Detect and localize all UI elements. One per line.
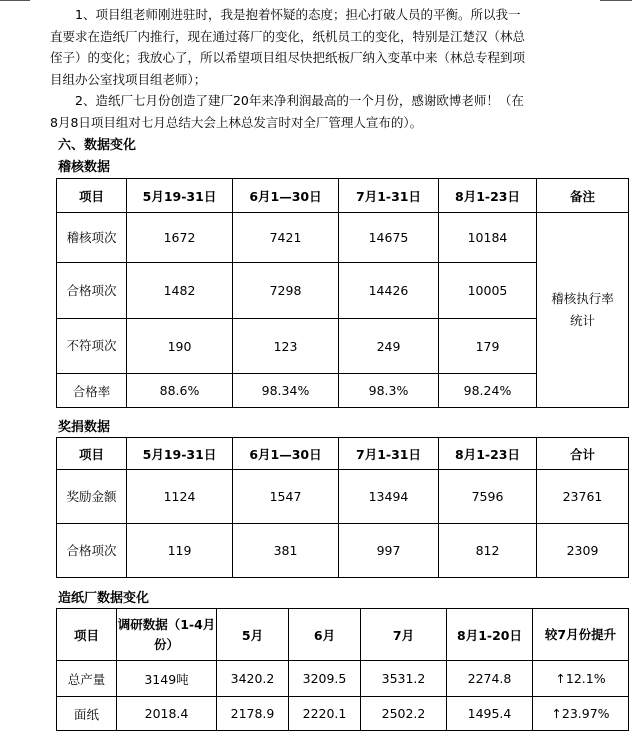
table-cell: 23761 [537,470,629,524]
table-cell: 1482 [127,263,233,319]
table-cell: 381 [233,524,339,578]
paragraph-1: 1、项目组老师刚进驻时，我是抱着怀疑的态度；担心打破人员的平衡。所以我一直要求在造纸厂内推行，现在通过蒋厂的变化，纸机员工的变化，特别是江楚汉（林总侄子）的变化；我放心了，所以希望项目组尽快把纸板厂纳入变革中来（林总专程到项目组办公室找项目组老师）； [50,7,526,87]
row-label: 合格率 [57,374,127,408]
table-row [57,697,629,731]
table-row [57,470,629,524]
table-cell: 98.24% [439,374,537,408]
table-cell: 3420.2 [217,661,289,697]
table-row [57,524,629,578]
note-cell: 稽核执行率统计 [537,213,629,408]
header-cell: 项目 [57,179,127,213]
table-cell: 2274.8 [447,661,533,697]
reward-table [56,437,629,578]
header-cell: 8月1-23日 [439,179,537,213]
table-row [57,661,629,697]
table-cell: 2502.2 [361,697,447,731]
header-cell: 7月 [361,609,447,661]
table-cell: 119 [127,524,233,578]
table-cell: 2018.4 [117,697,217,731]
header-cell: 5月 [217,609,289,661]
row-label: 总产量 [57,661,117,697]
table-cell: 812 [439,524,537,578]
header-cell: 7月1-31日 [339,438,439,470]
table-cell: 13494 [339,470,439,524]
table-cell: 179 [439,319,537,374]
header-cell: 7月1-31日 [339,179,439,213]
table-cell: 2178.9 [217,697,289,731]
row-label: 稽核项次 [57,213,127,263]
header-cell: 8月1-20日 [447,609,533,661]
section-title: 六、数据变化 [58,138,137,153]
table-cell: 98.3% [339,374,439,408]
table-cell: 7421 [233,213,339,263]
table-cell: ↑12.1% [533,661,629,697]
top-rule-left [0,0,30,1]
audit-table [56,178,629,408]
table-cell: 14426 [339,263,439,319]
table-header-row [57,179,629,213]
table1-title: 稽核数据 [58,160,111,175]
table-cell: 123 [233,319,339,374]
table2-title: 奖捐数据 [58,420,111,435]
table-cell: 1672 [127,213,233,263]
table-cell: 10005 [439,263,537,319]
header-cell: 6月1—30日 [233,179,339,213]
header-cell: 调研数据（1-4月份） [117,609,217,661]
header-cell: 8月1-23日 [439,438,537,470]
table-cell: 88.6% [127,374,233,408]
header-cell: 备注 [537,179,629,213]
top-rule-right [600,0,632,1]
table-cell: 10184 [439,213,537,263]
table-cell: 2220.1 [289,697,361,731]
table-cell: 249 [339,319,439,374]
table-header-row [57,609,629,661]
table-cell: 190 [127,319,233,374]
table-cell: 7298 [233,263,339,319]
table3-title: 造纸厂数据变化 [58,591,150,606]
row-label: 合格项次 [57,524,127,578]
row-label: 奖励金额 [57,470,127,524]
table-cell: 3531.2 [361,661,447,697]
table-cell: 3209.5 [289,661,361,697]
header-cell: 合计 [537,438,629,470]
table-cell: 997 [339,524,439,578]
paper-mill-table [56,608,629,731]
table-row [57,213,629,263]
table-cell: 14675 [339,213,439,263]
row-label: 面纸 [57,697,117,731]
header-cell: 项目 [57,438,127,470]
table-header-row [57,438,629,470]
header-cell: 项目 [57,609,117,661]
table-cell: ↑23.97% [533,697,629,731]
table-cell: 1495.4 [447,697,533,731]
table-cell: 2309 [537,524,629,578]
header-cell: 较7月份提升 [533,609,629,661]
table-cell: 98.34% [233,374,339,408]
header-cell: 5月19-31日 [127,179,233,213]
paragraph-2: 2、造纸厂七月份创造了建厂20年来净利润最高的一个月份，感谢欧博老师！（在8月8日项目组对七月总结大会上林总发言时对全厂管理人宣布的）。 [50,93,524,130]
table-cell: 7596 [439,470,537,524]
row-label: 不符项次 [57,319,127,374]
table-cell: 3149吨 [117,661,217,697]
row-label: 合格项次 [57,263,127,319]
header-cell: 6月1—30日 [233,438,339,470]
table-cell: 1124 [127,470,233,524]
table-cell: 1547 [233,470,339,524]
header-cell: 6月 [289,609,361,661]
header-cell: 5月19-31日 [127,438,233,470]
